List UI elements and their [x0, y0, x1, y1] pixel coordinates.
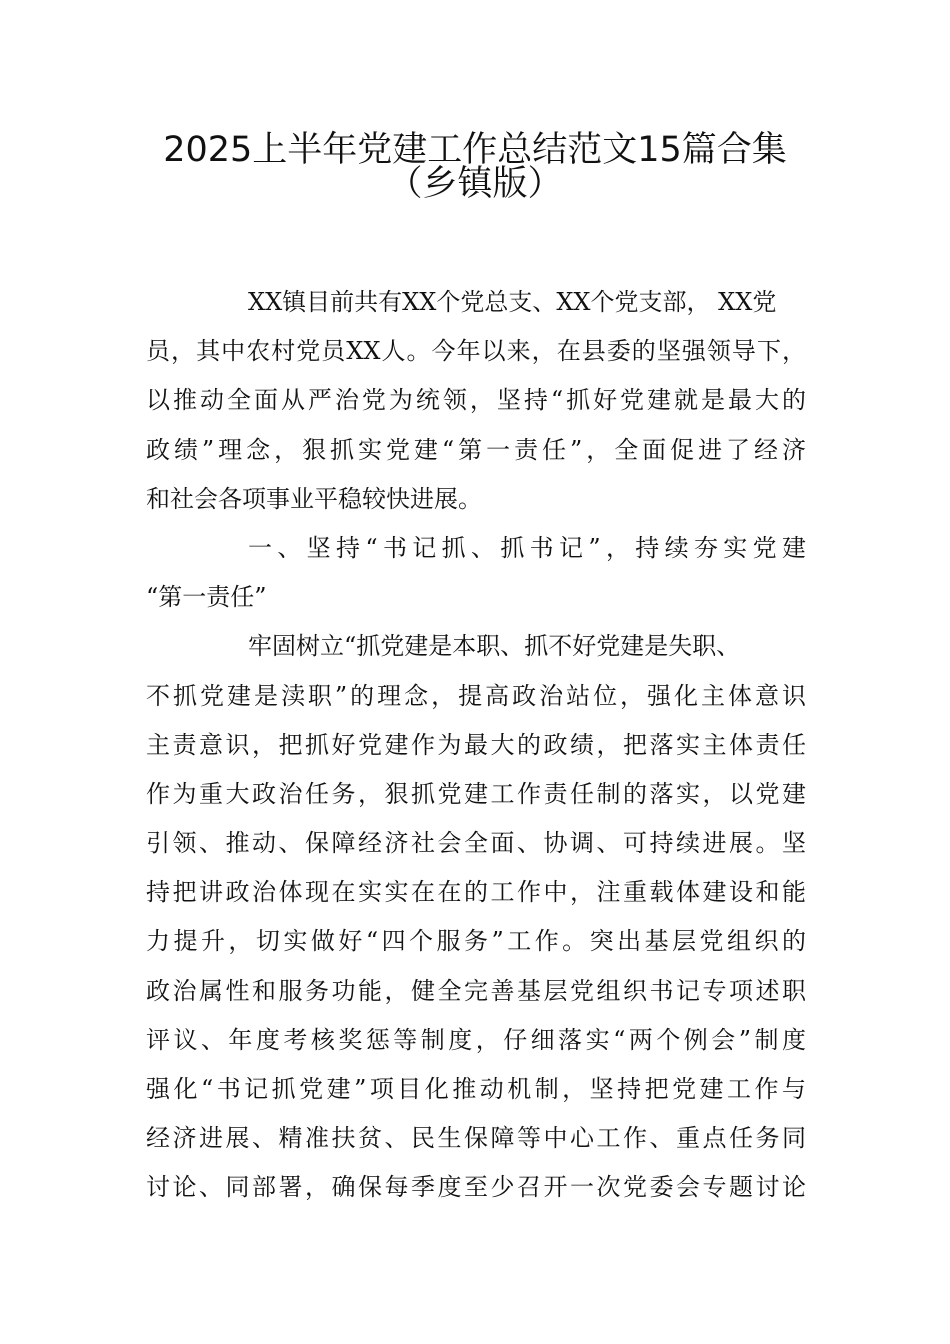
- paragraph-line: 牢固树立“抓党建是本职、抓不好党建是失职、: [248, 632, 741, 661]
- intro-line: 和社会各项事业平稳较快进展。: [146, 484, 482, 513]
- paragraph-line: 不抓党建是渎职”的理念，提高政治站位，强化主体意识: [146, 681, 806, 710]
- document-subtitle: （乡镇版）: [387, 164, 563, 204]
- paragraph-line: 作为重大政治任务，狠抓党建工作责任制的落实，以党建: [146, 779, 806, 808]
- paragraph-line: 持把讲政治体现在实实在在的工作中，注重载体建设和能: [146, 878, 806, 907]
- paragraph-line: 评议、年度考核奖惩等制度，仔细落实“两个例会”制度: [146, 1025, 806, 1054]
- intro-line: XX镇目前共有XX个党总支、XX个党支部， XX党: [248, 288, 777, 316]
- paragraph-line: 强化“书记抓党建”项目化推动机制，坚持把党建工作与: [146, 1075, 806, 1103]
- section-heading: 一、坚持“书记抓、抓书记”，持续夯实党建: [248, 533, 806, 562]
- section-heading: “第一责任”: [146, 583, 267, 612]
- paragraph-line: 政治属性和服务功能，健全完善基层党组织书记专项述职: [146, 976, 806, 1005]
- document-title: 2025上半年党建工作总结范文15篇合集: [163, 130, 787, 170]
- paragraph-line: 力提升，切实做好“四个服务”工作。突出基层党组织的: [146, 927, 806, 956]
- paragraph-line: 主责意识，把抓好党建作为最大的政绩，把落实主体责任: [146, 730, 806, 759]
- document-body: [146, 164, 806, 1213]
- paragraph-line: 引领、推动、保障经济社会全面、协调、可持续进展。坚: [146, 829, 806, 858]
- paragraph-line: 经济进展、精准扶贫、民生保障等中心工作、重点任务同: [146, 1124, 806, 1153]
- intro-line: 以推动全面从严治党为统领，坚持“抓好党建就是最大的: [146, 386, 806, 415]
- intro-line: 政绩”理念，狠抓实党建“第一责任”，全面促进了经济: [146, 435, 806, 464]
- paragraph-line: 讨论、同部署，确保每季度至少召开一次党委会专题讨论: [146, 1173, 806, 1202]
- intro-line: 员，其中农村党员XX人。今年以来，在县委的坚强领导下，: [146, 337, 806, 366]
